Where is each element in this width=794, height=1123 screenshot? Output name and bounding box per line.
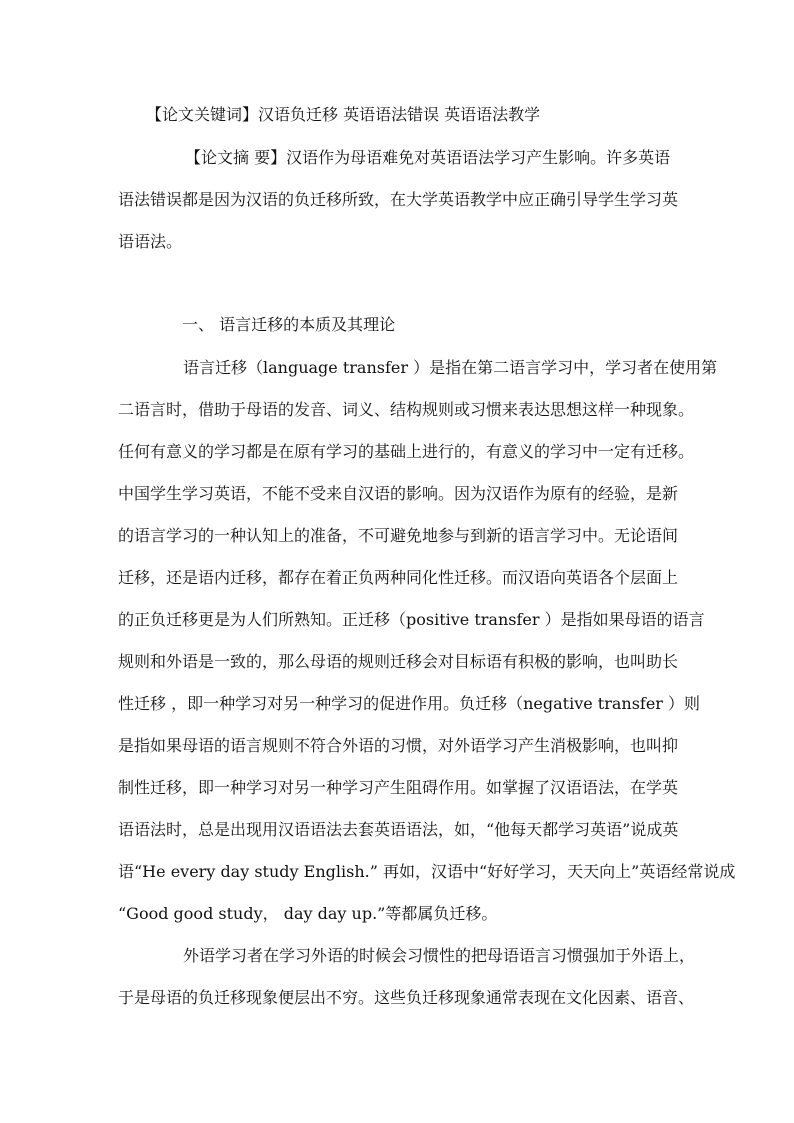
paragraph-line: 二语言时，借助于母语的发音、词义、结构规则或习惯来表达思想这样一种现象。 <box>118 400 695 419</box>
abstract-line: 语法错误都是因为汉语的负迁移所致，在大学英语教学中应正确引导学生学习英 <box>118 190 679 209</box>
paragraph-line: “Good good study， day day up.”等都属负迁移。 <box>118 904 498 923</box>
paragraph-line: 迁移，还是语内迁移，都存在着正负两种同化性迁移。而汉语向英语各个层面上 <box>118 568 679 587</box>
paragraph-line: 中国学生学习英语，不能不受来自汉语的影响。因为汉语作为原有的经验，是新 <box>118 484 679 503</box>
paragraph-line: 任何有意义的学习都是在原有学习的基础上进行的，有意义的学习中一定有迁移。 <box>118 442 695 461</box>
paragraph-line: 的语言学习的一种认知上的准备，不可避免地参与到新的语言学习中。无论语间 <box>118 526 679 545</box>
paragraph-line: 外语学习者在学习外语的时候会习惯性的把母语语言习惯强加于外语上， <box>183 946 696 965</box>
paragraph-line: 制性迁移，即一种学习对另一种学习产生阻碍作用。如掌握了汉语语法，在学英 <box>118 778 679 797</box>
section-heading: 一、 语言迁移的本质及其理论 <box>182 315 396 334</box>
paragraph-line: 语言迁移（language transfer ）是指在第二语言学习中，学习者在使用第 <box>183 358 718 377</box>
paragraph-line: 是指如果母语的语言规则不符合外语的习惯，对外语学习产生消极影响，也叫抑 <box>118 736 679 755</box>
paragraph-line: 性迁移 ，即一种学习对另一种学习的促进作用。负迁移（negative transfer ）则 <box>118 694 701 713</box>
paragraph-line: 语“He every day study English.” 再如，汉语中“好好学习，天天向上”英语经常说成 <box>118 862 736 881</box>
paragraph-line: 的正负迁移更是为人们所熟知。正迁移（positive transfer ）是指如果母语的语言 <box>118 610 705 629</box>
paragraph-line: 规则和外语是一致的，那么母语的规则迁移会对目标语有积极的影响，也叫助长 <box>118 652 679 671</box>
abstract-line: 【论文摘 要】汉语作为母语难免对英语语法学习产生影响。许多英语 <box>185 148 671 167</box>
keywords-line: 【论文关键词】汉语负迁移 英语语法错误 英语语法教学 <box>146 105 541 124</box>
paragraph-line: 于是母语的负迁移现象便层出不穷。这些负迁移现象通常表现在文化因素、语音、 <box>118 988 695 1007</box>
paragraph-line: 语语法时，总是出现用汉语语法去套英语语法，如，“他每天都学习英语”说成英 <box>118 820 679 839</box>
abstract-line: 语语法。 <box>118 232 183 251</box>
